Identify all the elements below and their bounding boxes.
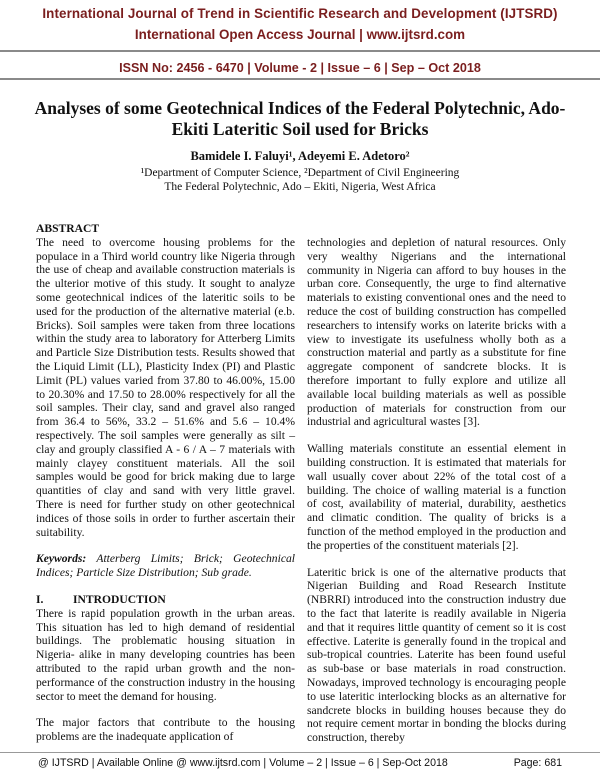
paper-title: Analyses of some Geotechnical Indices of the Federal Polytechnic, Ado-Ekiti Lateritic Soil used for Bricks: [34, 98, 566, 139]
footer-text: @ IJTSRD | Available Online @ www.ijtsrd.com | Volume – 2 | Issue – 6 | Sep-Oct 2018: [38, 757, 448, 769]
section-number: I.: [36, 592, 44, 606]
abstract-heading: ABSTRACT: [36, 222, 100, 235]
journal-name: International Journal of Trend in Scientific Research and Development (IJTSRD): [42, 6, 558, 21]
banner-divider-bottom: [0, 78, 600, 80]
keywords-text: Atterberg Limits; Brick; Geotechnical Indices; Particle Size Distribution; Sub grade.: [36, 552, 295, 580]
paper-authors: Bamidele I. Faluyi¹, Adeyemi E. Adetoro²: [190, 149, 410, 163]
right-paragraph-3: Lateritic brick is one of the alternative products that Nigerian Building and Road Research Institute (NBRRI) introduced into the construction industry due to the fact that laterite is readily available in Nigeria and that it requires little quantity of cement so it is cost effective. Laterite is generally found in the tropical and sub-tropical countries. Laterite has been found useful as sub-base or base materials in road construction. Nowadays, improved technology is encouraging people to use lateritic interlocking blocks as an alternative for sandcrete blocks in building houses because they do not require cement mortar in bonding the blocks during construction, thereby: [307, 565, 566, 745]
keywords-label: Keywords:: [36, 552, 87, 566]
right-column: [307, 236, 566, 758]
introduction-paragraph-2: The major factors that contribute to the housing problems are the inadequate application of: [36, 716, 295, 744]
section-title: INTRODUCTION: [73, 592, 166, 606]
affiliations: [0, 166, 600, 194]
right-paragraph-1: technologies and depletion of natural resources. Only very wealthy Nigerians and the international community in Nigeria can afford to buy houses in the urban core. Consequently, the urge to find alternative materials to existing conventional ones and the need to reduce the cost of building construction has compelled researchers to intensify works on laterite bricks with a view to investigate its usefulness wholly both as a construction material and partly as a substitute for fine aggregate component of sandcrete blocks. It is therefore important to fully explore and utilize all available local building materials as well as possible production of materials for construction from our industrial and agricultural wastes [3].: [307, 236, 566, 429]
left-column: [36, 222, 295, 757]
affiliation-institution: The Federal Polytechnic, Ado – Ekiti, Nigeria, West Africa: [164, 181, 436, 193]
right-paragraph-2: Walling materials constitute an essential element in building construction. It is estimated that materials for wall usually cover about 22% of the total cost of a building. The choice of walling material is a function of cost, availability of material, durability, aesthetics and climatic condition. The quality of bricks is a function of the method employed in the production and the properties of the constituent materials [2].: [307, 442, 566, 552]
issn-line: ISSN No: 2456 - 6470 | Volume - 2 | Issue – 6 | Sep – Oct 2018: [119, 61, 481, 75]
journal-subtitle: International Open Access Journal | www.ijtsrd.com: [134, 27, 466, 42]
abstract-body: The need to overcome housing problems for the populace in a Third world country like Nigeria through the use of cheap and available construction materials is the ulterior motive of this study. It sought to analyze some geotechnical indices of the lateritic soils to be used for the production of the alternative material (e.b. Bricks). Soil samples were taken from three locations within the study area to laboratory for Atterberg Limits and Particle Size Distribution tests. Results showed that the Liquid Limit (LL), Plasticity Index (PI) and Plastic Limit (PL) values varied from 37.80 to 46.00%, 15.00 to 20.30% and 17.50 to 28.00% respectively for all the soil samples. Their clay, sand and gravel also ranged from 36.4 to 56%, 33.2 – 51.6% and 5.6 – 10.4% respectively. The soil samples were generally as silt – clay and grouply classified A - 6 / A – 7 materials with mainly clayey constituent materials. All the soil samples would be good for brick making due to large quantities of clay and sand with very little gravel. There is need for further study on other geotechnical indices of those soils in order to further ascertain their suitability.: [36, 235, 295, 539]
affiliation-departments: ¹Department of Computer Science, ²Department of Civil Engineering: [140, 167, 460, 179]
banner-divider: [0, 50, 600, 52]
keywords: [36, 552, 295, 580]
introduction-heading: [36, 593, 295, 607]
page-number: Page: 681: [513, 757, 562, 769]
journal-banner: [0, 0, 600, 84]
introduction-paragraph-1: There is rapid population growth in the urban areas. This situation has led to high demand of residential buildings. The problematic housing situation in Nigeria- alike in many developing countries has been attributed to the rapid urban growth and the non-performance of the construction industry in the housing sector to meet the demand for housing.: [36, 606, 295, 703]
page-footer: [0, 752, 600, 777]
